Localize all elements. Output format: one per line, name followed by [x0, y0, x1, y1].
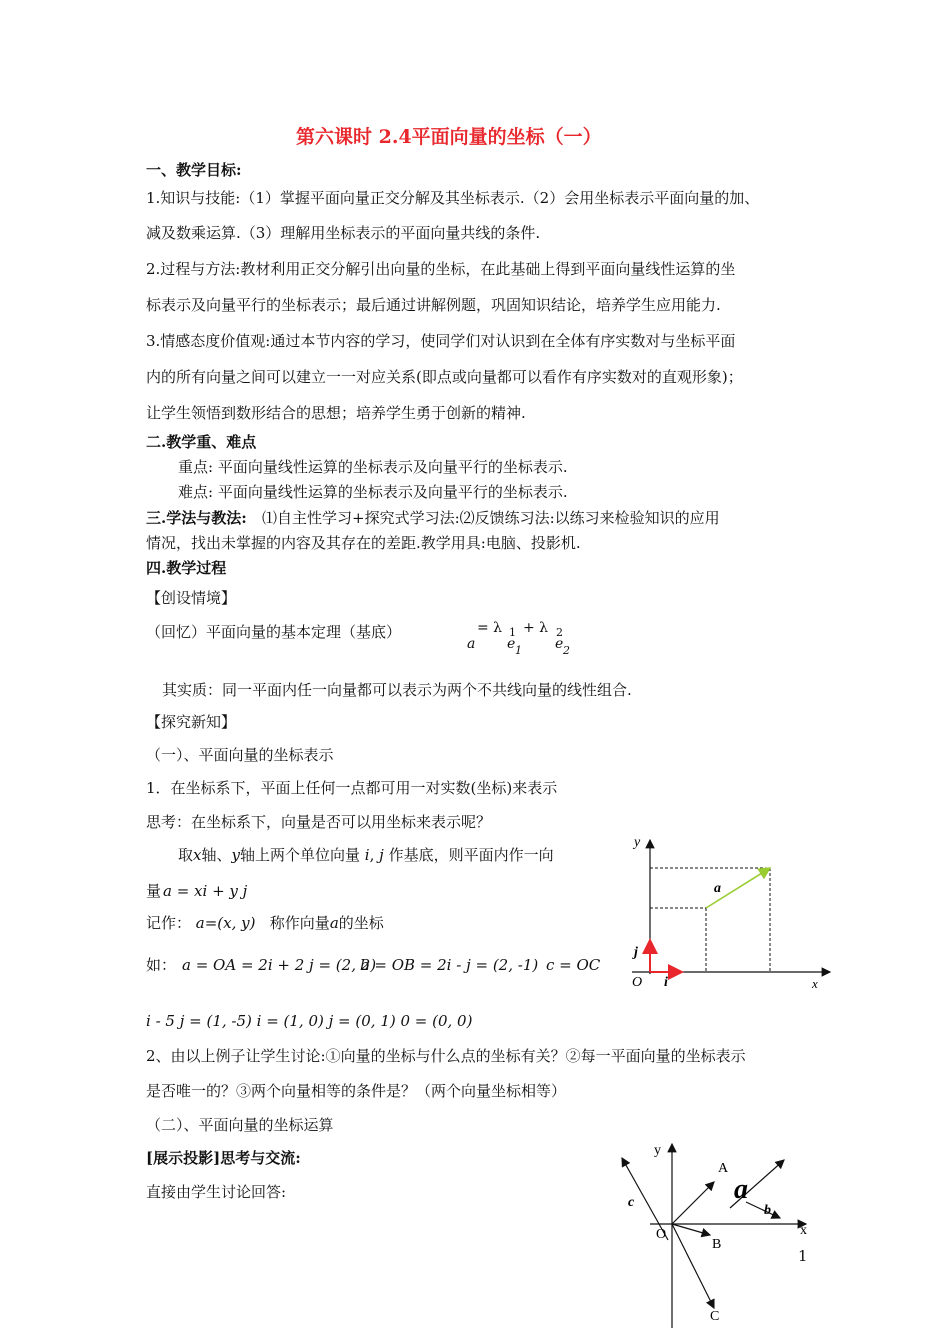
section-heading-methods: 三.学法与教法: — [146, 509, 247, 527]
figure-vectors-abc — [610, 1138, 820, 1328]
projection-heading: [展示投影]思考与交流: — [146, 1149, 301, 1167]
paragraph: 减及数乘运算.（3）理解用坐标表示的平面向量共线的条件. — [146, 224, 541, 242]
item-2-cont: 是否唯一的？③两个向量相等的条件是？（两个向量坐标相等） — [146, 1082, 567, 1100]
unit-vector-i: i — [364, 846, 370, 864]
paragraph: 标表示及向量平行的坐标表示；最后通过讲解例题，巩固知识结论，培养学生应用能力. — [146, 296, 721, 314]
c-label: c — [628, 1195, 635, 1210]
text: 作基底，则平面内作一向 — [388, 846, 554, 864]
vector-expression: a = xi + y j — [163, 882, 248, 900]
page-title: 第六课时 2.4平面向量的坐标（一） — [296, 126, 602, 148]
x-var: x — [193, 846, 202, 864]
text: 的坐标 — [338, 914, 384, 932]
j-label: j — [634, 945, 638, 960]
vector-B — [672, 1224, 710, 1235]
section-heading-keypoints: 二.教学重、难点 — [146, 433, 257, 451]
y-var: y — [231, 846, 240, 864]
C-label: C — [710, 1309, 720, 1324]
notation-eq: a=(x, y) — [195, 914, 256, 932]
formula-e2-sub: 2 — [563, 644, 570, 657]
origin-label: O — [656, 1227, 667, 1242]
hard-point: 难点: 平面向量线性运算的坐标表示及向量平行的坐标表示. — [178, 483, 568, 501]
paragraph: 2.过程与方法:教材利用正交分解引出向量的坐标，在此基础上得到平面向量线性运算的坐 — [146, 260, 736, 278]
formula-e1: e — [507, 636, 516, 652]
paragraph: 1.知识与技能:（1）掌握平面向量正交分解及其坐标表示.（2）会用坐标表示平面向量的加、 — [146, 189, 760, 207]
discussion-text: 直接由学生讨论回答: — [146, 1183, 287, 1201]
subheading-explore: 【探究新知】 — [146, 713, 237, 731]
text: 取 — [178, 846, 194, 864]
example-label: 如： — [146, 956, 177, 974]
text: 记作： — [146, 914, 192, 932]
formula-sub2: 2 — [556, 626, 563, 639]
basis-formula — [463, 618, 603, 658]
formula-e1-sub: 1 — [515, 644, 522, 657]
subheading-coordinates: （一）、平面向量的坐标表示 — [146, 746, 334, 764]
formula-eq: = λ — [477, 620, 503, 636]
B-label: B — [712, 1237, 722, 1252]
item-1: 1．在坐标系下，平面上任何一点都可用一对实数(坐标)来表示 — [146, 779, 558, 797]
text: 称作向量 — [269, 914, 330, 932]
example-line2: i - 5 j = (1, -5) i = (1, 0) j = (0, 1) 0 = (0, 0) — [146, 1012, 473, 1030]
formula-e2: e — [555, 636, 564, 652]
unit-vector-j: j — [379, 846, 384, 864]
y-label: y — [654, 1143, 661, 1158]
text: , — [369, 846, 375, 864]
recall-text: （回忆）平面向量的基本定理（基底） — [146, 623, 402, 641]
formula-sub1: 1 — [509, 626, 516, 639]
paragraph: 内的所有向量之间可以建立一一对应关系(即点或向量都可以看作有序实数对的直观形象)； — [146, 368, 743, 386]
subheading-create: 【创设情境】 — [146, 589, 237, 607]
example-c: c = OC — [546, 956, 601, 974]
b-label: b — [764, 1203, 771, 1218]
basis-sentence — [178, 845, 554, 865]
a-label: a — [734, 1174, 748, 1205]
i-label: i — [664, 975, 668, 990]
vector-a: a — [329, 914, 339, 932]
section-heading-process: 四.教学过程 — [146, 559, 227, 577]
paragraph: 3.情感态度价值观:通过本节内容的学习，使同学们对认识到在全体有序实数对与坐标平面 — [146, 332, 736, 350]
vector-C — [672, 1224, 714, 1308]
essence-text: 其实质：同一平面内任一向量都可以表示为两个不共线向量的线性组合. — [162, 681, 632, 699]
subheading-operations: （二）、平面向量的坐标运算 — [146, 1116, 334, 1134]
formula-plus: + λ — [523, 620, 549, 636]
key-point: 重点: 平面向量线性运算的坐标表示及向量平行的坐标表示. — [178, 458, 568, 476]
notation-sentence — [146, 913, 384, 933]
x-label: x — [800, 1223, 807, 1238]
example-b: b = OB = 2i - j = (2, -1) — [360, 956, 539, 974]
item-2: 2、由以上例子让学生讨论:①向量的坐标与什么点的坐标有关？②每一平面向量的坐标表示 — [146, 1047, 746, 1065]
think-text: 思考：在坐标系下，向量是否可以用坐标来表示呢？ — [146, 813, 492, 831]
formula-a: a — [467, 636, 476, 652]
x-label: x — [812, 976, 818, 991]
page-number: 1 — [798, 1247, 808, 1265]
vector-label: 量 — [146, 882, 162, 900]
origin-label: O — [632, 975, 643, 990]
vector-A — [672, 1182, 714, 1224]
example-a: a = OA = 2i + 2 j = (2, 2) — [182, 956, 377, 974]
paragraph: 让学生领悟到数形结合的思想；培养学生勇于创新的精神. — [146, 404, 526, 422]
paragraph: ⑴自主性学习+探究式学习法:⑵反馈练习法:以练习来检验知识的应用 — [262, 509, 720, 527]
text: 轴、 — [201, 846, 232, 864]
section-heading-objectives: 一、教学目标: — [146, 161, 242, 179]
a-label: a — [714, 881, 721, 896]
text: 轴上两个单位向量 — [239, 846, 360, 864]
vector-b — [746, 1202, 780, 1218]
figure-coordinate-vector — [620, 826, 840, 996]
y-label: y — [634, 835, 641, 850]
A-label: A — [718, 1161, 729, 1176]
paragraph: 情况，找出未掌握的内容及其存在的差距.教学用具:电脑、投影机. — [146, 534, 581, 552]
